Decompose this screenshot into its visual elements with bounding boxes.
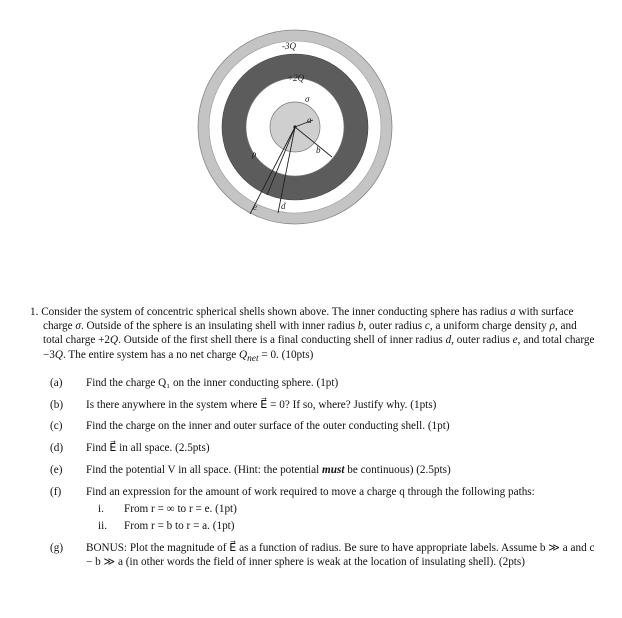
inner-shell-charge-label: +2Q [287, 73, 305, 83]
part-a: (a) Find the charge Q₁ on the inner conducting sphere. (1pt) [50, 377, 339, 390]
problem-1 [30, 305, 595, 577]
problem-number: 1. [30, 306, 39, 318]
subpart-i: i. From r = ∞ to r = e. (1pt) [98, 502, 237, 515]
part-c: (c) Find the charge on the inner and outer surface of the outer conducting shell. (1pt) [50, 420, 450, 433]
concentric-shells-figure [150, 10, 450, 240]
rho-label: ρ [252, 149, 257, 159]
problem-stem: 1. Consider the system of concentric spherical shells shown above. The inner conducting sphere has radius a with surface charge σ. Outside of the sphere is an insulating shell with inner radius b, outer radius c, a uniform charge density ρ, and total charge +2Q. Outside of the first shell there is a final conducting shell of inner radius d, outer radius e, and total charge −3Q. The entire system has a no net charge $Q_{net} = 0$. (10pts) [30, 306, 595, 364]
part-f-subparts [86, 502, 595, 533]
part-g: (g) BONUS: Plot the magnitude of E⃗ as a function of radius. Be sure to have appropriate labels. Assume b ≫ a and c − b ≫ a (in other words the field of inner sphere is weak at the location of insulating shell). (2pts) [50, 541, 595, 568]
part-d: (d) Find E⃗ in all space. (2.5pts) [50, 442, 210, 455]
radius-b-label: b [316, 145, 321, 155]
problem-parts-list [30, 376, 595, 569]
radius-d-label: d [281, 201, 286, 211]
sigma-label: σ [305, 94, 310, 104]
subpart-ii: ii. From r = b to r = a. (1pt) [98, 519, 235, 532]
part-e: (e) Find the potential V in all space. (Hint: the potential must be continuous) (2.5pts) [50, 463, 451, 476]
radius-a-label: a [307, 115, 312, 125]
part-b: (b) Is there anywhere in the system where E⃗ = 0? If so, where? Justify why. (1pts) [50, 398, 437, 411]
outer-shell-charge-label: -3Q [282, 41, 296, 51]
part-f: (f) Find an expression for the amount of work required to move a charge q through the following paths: i. From r = ∞ to r = e. (1pt) ii. From r = b to r = a. (1pt) [30, 485, 595, 534]
radius-e-label: e [253, 202, 257, 212]
